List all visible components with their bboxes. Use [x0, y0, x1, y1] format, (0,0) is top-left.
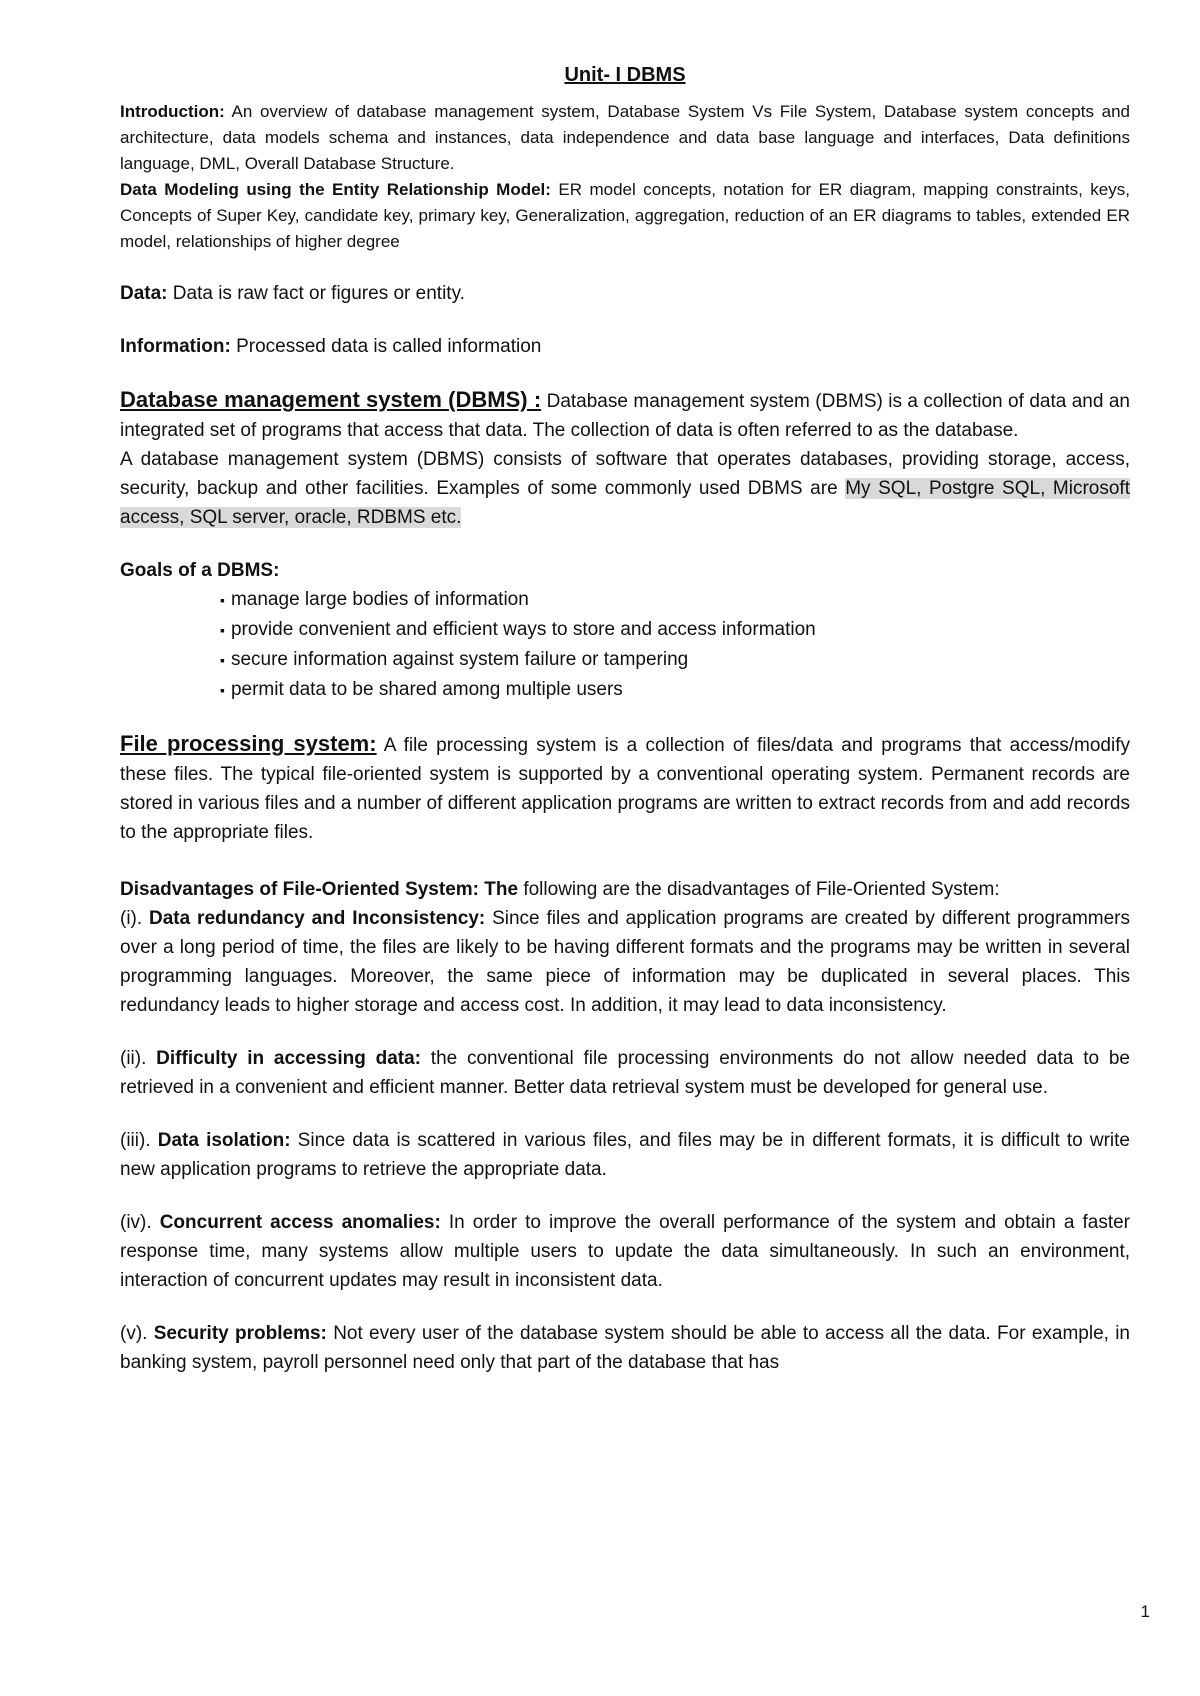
disadvantages-heading: Disadvantages of File-Oriented System: — [120, 879, 479, 900]
dbms-heading: Database management system (DBMS) : — [120, 387, 542, 412]
dbms-paragraph-1 — [120, 385, 1130, 445]
item-text: Since files and application programs are created by different programmers over a long period of time, the files are likely to be having different formats and the programs may be written in several programming languages. Moreover, the same piece of information may be duplicated in several places. This redundancy leads to higher storage and access cost. In addition, it may lead to data inconsistency. — [120, 908, 1131, 1016]
item-label: Data redundancy and Inconsistency: — [149, 908, 486, 929]
disadvantage-item-3 — [120, 1126, 1130, 1184]
item-label: Security problems: — [153, 1323, 327, 1344]
data-text: Data is raw fact or figures or entity. — [167, 283, 465, 304]
goals-heading: Goals of a DBMS: — [120, 560, 280, 581]
data-label: Data: — [120, 283, 168, 304]
item-number: (iii). — [120, 1130, 158, 1151]
document-page — [120, 64, 1130, 1377]
information-text: Processed data is called information — [230, 336, 542, 357]
item-number: (v). — [120, 1323, 154, 1344]
item-number: (iv). — [120, 1212, 160, 1233]
disadvantage-item-2 — [120, 1044, 1130, 1102]
disadvantage-item-4 — [120, 1208, 1130, 1295]
syllabus-introduction — [120, 99, 1130, 177]
item-number: (ii). — [120, 1048, 157, 1069]
item-label: Difficulty in accessing data: — [156, 1048, 421, 1069]
item-label: Concurrent access anomalies: — [159, 1212, 441, 1233]
item-text: the conventional file processing environments do not allow needed data to be retrieved in a convenient and efficient manner. Better data retrieval system must be developed for general use. — [120, 1048, 1130, 1098]
dbms-text-2: A database management system (DBMS) consists of software that operates databases, providing storage, access, security, backup and other facilities. Examples of some commonly used DBMS are — [120, 449, 1130, 499]
dbms-examples: My SQL, Postgre SQL, Microsoft access, SQL server, oracle, RDBMS etc. — [120, 478, 1130, 528]
er-text: ER model concepts, notation for ER diagram, mapping constraints, keys, Concepts of Super Key, candidate key, primary key, Generalization, aggregation, reduction of an ER diagrams to tables, extended ER model, relationships of higher degree — [120, 180, 1130, 251]
information-label: Information: — [120, 336, 231, 357]
syllabus-er-model — [120, 177, 1130, 255]
data-definition — [120, 279, 1130, 308]
page-number: 1 — [1140, 1602, 1150, 1621]
information-definition — [120, 332, 1130, 361]
file-processing-heading: File processing system: — [120, 731, 377, 756]
item-text: In order to improve the overall performance of the system and obtain a faster response time, many systems allow multiple users to update the data simultaneously. In such an environment, interaction of concurrent updates may result in inconsistent data. — [120, 1212, 1131, 1291]
er-label: Data Modeling using the Entity Relationship Model: — [120, 180, 551, 199]
dbms-paragraph-2 — [120, 445, 1130, 532]
disadvantages-intro — [120, 875, 1130, 904]
file-processing-paragraph — [120, 729, 1130, 847]
item-text: Not every user of the database system should be able to access all the data. For example, in banking system, payroll personnel need only that part of the database that has — [120, 1323, 1131, 1373]
goal-item: ▪ permit data to be shared among multiple users — [220, 675, 1130, 705]
disadvantage-item-5 — [120, 1319, 1130, 1377]
disadvantages-lead-bold: The — [479, 879, 519, 900]
disadvantage-item-1 — [120, 904, 1130, 1020]
file-processing-text: A file processing system is a collection of files/data and programs that access/modify these files. The typical file-oriented system is supported by a conventional operating system. Permanent records are stored in various files and a number of different application programs are written to extract records from and add records to the appropriate files. — [120, 735, 1130, 843]
item-label: Data isolation: — [157, 1130, 291, 1151]
dbms-text-1: Database management system (DBMS) is a collection of data and an integrated set of programs that access that data. The collection of data is often referred to as the database. — [120, 391, 1130, 441]
goal-item: ▪ manage large bodies of information — [220, 585, 1130, 615]
item-text: Since data is scattered in various files, and files may be in different formats, it is difficult to write new application programs to retrieve the appropriate data. — [120, 1130, 1130, 1180]
disadvantages-lead-text: following are the disadvantages of File-Oriented System: — [518, 879, 1000, 900]
intro-text: An overview of database management system, Database System Vs File System, Database system concepts and architecture, data models schema and instances, data independence and data base language and interfaces, Data definitions language, DML, Overall Database Structure. — [120, 102, 1130, 173]
goal-item: ▪ provide convenient and efficient ways to store and access information — [220, 615, 1130, 645]
goals-list — [120, 585, 1130, 705]
item-number: (i). — [120, 908, 150, 929]
goal-item: ▪ secure information against system failure or tampering — [220, 645, 1130, 675]
page-title: Unit- I DBMS — [564, 64, 686, 86]
intro-label: Introduction: — [120, 102, 225, 121]
